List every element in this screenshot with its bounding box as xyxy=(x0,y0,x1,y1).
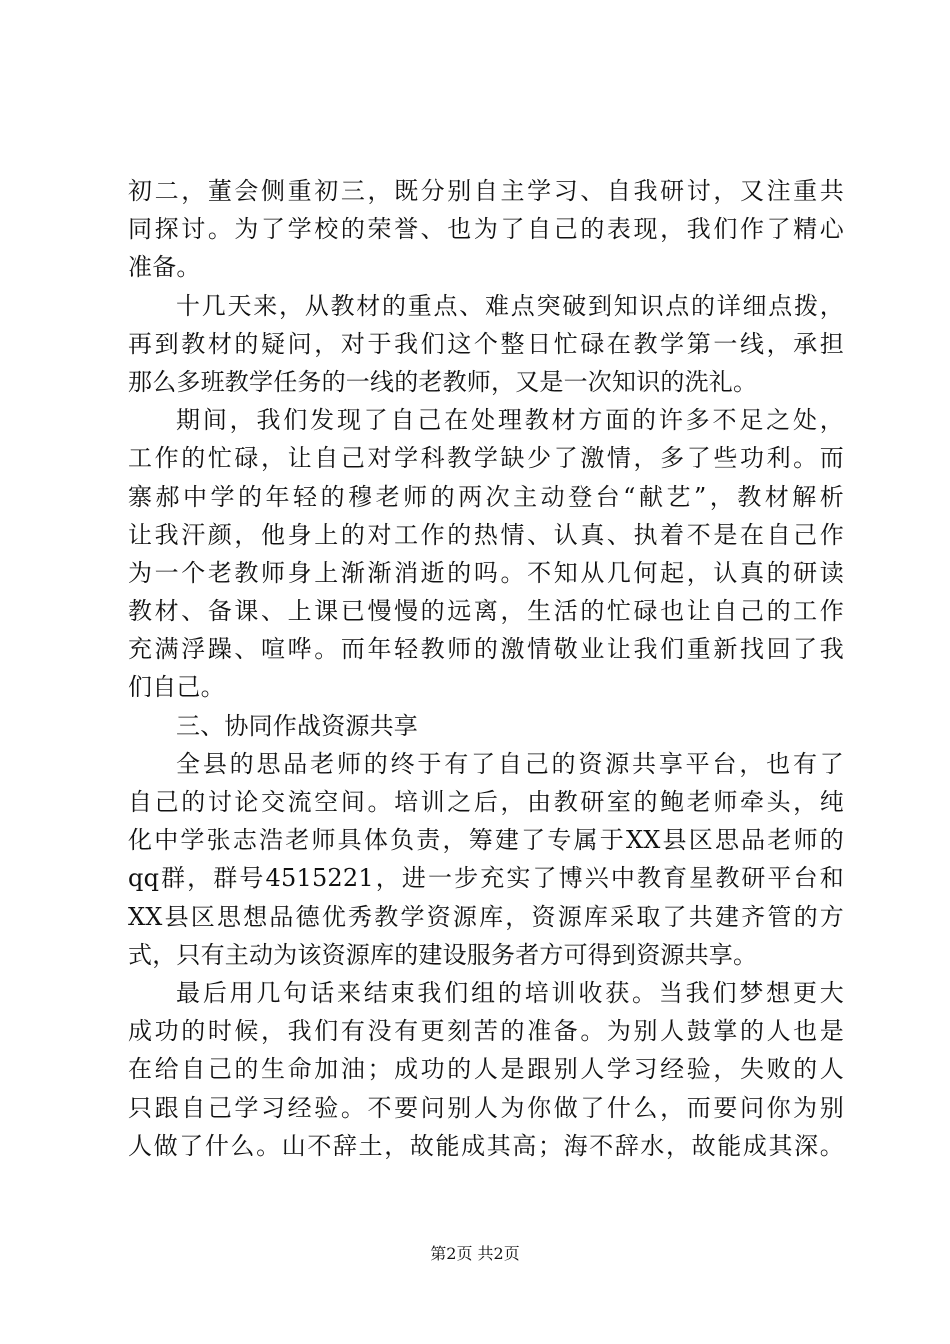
text-line: 化中学张志浩老师具体负责，筹建了专属于XX县区思品老师的 xyxy=(128,826,844,855)
text-line: qq群，群号4515221，进一步充实了博兴中教育星教研平台和 xyxy=(128,864,844,893)
text-line: 们自己。 xyxy=(128,673,225,702)
paragraph-start-line: 最后用几句话来结束我们组的培训收获。当我们梦想更大 xyxy=(176,978,844,1007)
text-line: 同探讨。为了学校的荣誉、也为了自己的表现，我们作了精心 xyxy=(128,215,844,244)
text-line: 在给自己的生命加油；成功的人是跟别人学习经验，失败的人 xyxy=(128,1055,844,1084)
text-line: 自己的讨论交流空间。培训之后，由教研室的鲍老师牵头，纯 xyxy=(128,788,844,816)
text-line: 那么多班教学任务的一线的老教师，又是一次知识的洗礼。 xyxy=(128,367,758,396)
paragraph-start-line: 十几天来，从教材的重点、难点突破到知识点的详细点拨， xyxy=(176,291,844,320)
text-line: 式，只有主动为该资源库的建设服务者方可得到资源共享。 xyxy=(128,940,758,969)
text-line: 成功的时候，我们有没有更刻苦的准备。为别人鼓掌的人也是 xyxy=(128,1017,844,1046)
text-line: 人做了什么。山不辞土，故能成其高；海不辞水，故能成其深。 xyxy=(128,1131,844,1160)
text-line: 教材、备课、上课已慢慢的远离，生活的忙碌也让自己的工作 xyxy=(128,597,844,626)
text-line: 工作的忙碌，让自己对学科教学缺少了激情，多了些功利。而 xyxy=(128,444,844,473)
text-line: 寨郝中学的年轻的穆老师的两次主动登台“献艺”，教材解析 xyxy=(128,482,844,511)
text-line: 初二，董会侧重初三，既分别自主学习、自我研讨，又注重共 xyxy=(128,177,844,205)
body-text xyxy=(128,172,844,1165)
paragraph-start-line: 全县的思品老师的终于有了自己的资源共享平台，也有了 xyxy=(176,749,844,778)
text-line: 让我汗颜，他身上的对工作的热情、认真、执着不是在自己作 xyxy=(128,520,844,549)
paragraph-start-line: 期间，我们发现了自己在处理教材方面的许多不足之处， xyxy=(176,406,844,435)
text-line: XX县区思想品德优秀教学资源库，资源库采取了共建齐管的方 xyxy=(128,902,844,931)
text-line: 为一个老教师身上渐渐消逝的吗。不知从几何起，认真的研读 xyxy=(128,558,844,587)
text-line: 准备。 xyxy=(128,253,201,282)
text-line: 只跟自己学习经验。不要问别人为你做了什么，而要问你为别 xyxy=(128,1093,844,1122)
section-heading: 三、协同作战资源共享 xyxy=(176,711,418,740)
text-line: 充满浮躁、喧哗。而年轻教师的激情敬业让我们重新找回了我 xyxy=(128,635,844,664)
page-number-footer: 第2页 共2页 xyxy=(430,1244,520,1263)
text-line: 再到教材的疑问，对于我们这个整日忙碌在教学第一线，承担 xyxy=(128,329,844,358)
